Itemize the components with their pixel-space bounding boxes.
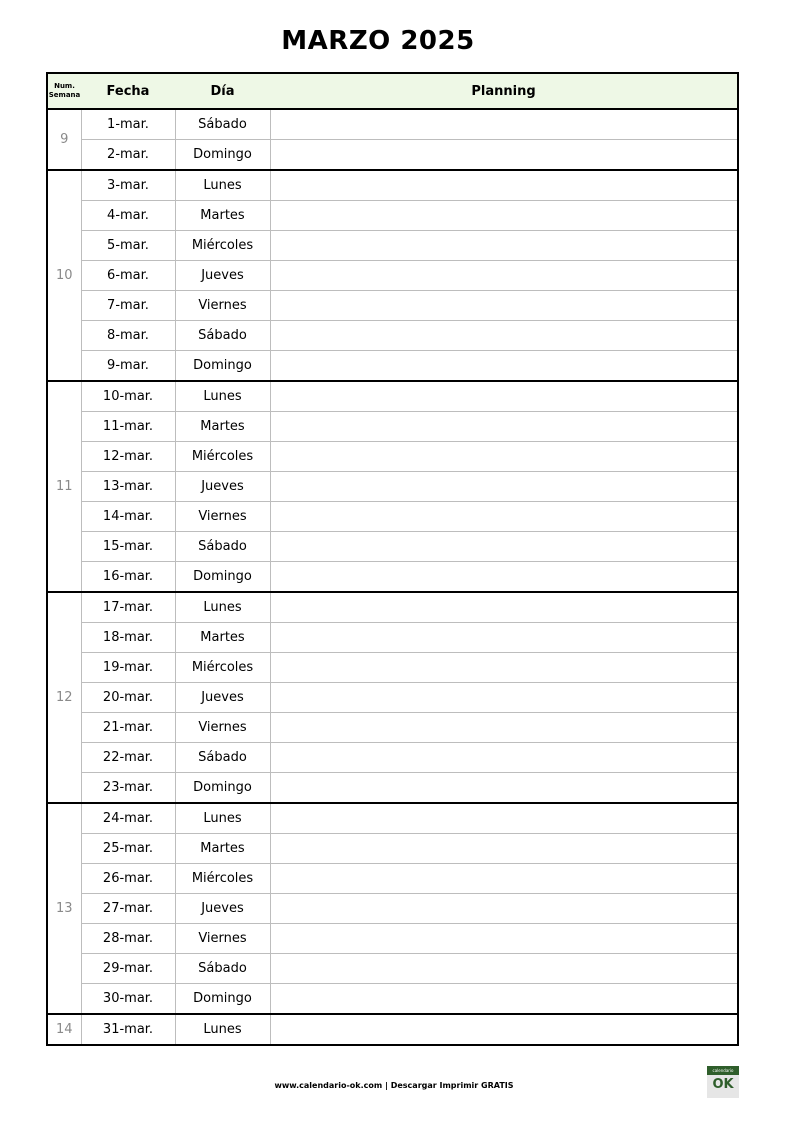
table-row <box>47 201 738 231</box>
table-row <box>47 562 738 593</box>
day-cell: Lunes <box>175 592 270 623</box>
table-row <box>47 894 738 924</box>
planning-cell[interactable] <box>270 170 738 201</box>
planning-cell[interactable] <box>270 623 738 653</box>
header-planning: Planning <box>270 73 738 109</box>
day-cell: Lunes <box>175 803 270 834</box>
day-cell: Martes <box>175 412 270 442</box>
table-row <box>47 683 738 713</box>
table-row <box>47 924 738 954</box>
table-row <box>47 743 738 773</box>
planning-cell[interactable] <box>270 773 738 804</box>
day-cell: Jueves <box>175 683 270 713</box>
planning-cell[interactable] <box>270 140 738 171</box>
day-cell: Martes <box>175 623 270 653</box>
week-number-cell: 11 <box>47 381 81 592</box>
planning-cell[interactable] <box>270 924 738 954</box>
logo-main-text: OK <box>712 1077 734 1092</box>
date-cell: 2-mar. <box>81 140 175 171</box>
table-row <box>47 231 738 261</box>
table-row <box>47 291 738 321</box>
day-cell: Sábado <box>175 743 270 773</box>
planning-cell[interactable] <box>270 894 738 924</box>
day-cell: Domingo <box>175 562 270 593</box>
date-cell: 25-mar. <box>81 834 175 864</box>
day-cell: Sábado <box>175 954 270 984</box>
header-date: Fecha <box>81 73 175 109</box>
date-cell: 16-mar. <box>81 562 175 593</box>
planning-cell[interactable] <box>270 201 738 231</box>
date-cell: 4-mar. <box>81 201 175 231</box>
planning-cell[interactable] <box>270 1014 738 1045</box>
planning-cell[interactable] <box>270 472 738 502</box>
header-week-label-line2: Semana <box>48 91 81 99</box>
day-cell: Jueves <box>175 261 270 291</box>
date-cell: 5-mar. <box>81 231 175 261</box>
table-row <box>47 321 738 351</box>
week-number-cell: 10 <box>47 170 81 381</box>
table-row <box>47 984 738 1015</box>
footer-text: www.calendario-ok.com | Descargar Imprimir GRATIS <box>274 1081 514 1090</box>
date-cell: 3-mar. <box>81 170 175 201</box>
date-cell: 24-mar. <box>81 803 175 834</box>
date-cell: 7-mar. <box>81 291 175 321</box>
planning-table <box>46 72 739 1046</box>
logo-top-text: calendario <box>707 1066 739 1075</box>
day-cell: Jueves <box>175 894 270 924</box>
page-title: MARZO 2025 <box>281 26 475 56</box>
week-number-cell: 13 <box>47 803 81 1014</box>
date-cell: 1-mar. <box>81 109 175 140</box>
table-row <box>47 381 738 412</box>
date-cell: 26-mar. <box>81 864 175 894</box>
day-cell: Viernes <box>175 924 270 954</box>
table-row <box>47 170 738 201</box>
table-row <box>47 532 738 562</box>
date-cell: 14-mar. <box>81 502 175 532</box>
table-row <box>47 623 738 653</box>
table-row <box>47 412 738 442</box>
table-row <box>47 713 738 743</box>
table-row <box>47 502 738 532</box>
planning-cell[interactable] <box>270 713 738 743</box>
planning-cell[interactable] <box>270 834 738 864</box>
planning-cell[interactable] <box>270 803 738 834</box>
table-row <box>47 140 738 171</box>
week-number-cell: 9 <box>47 109 81 170</box>
table-row <box>47 261 738 291</box>
planning-cell[interactable] <box>270 442 738 472</box>
day-cell: Lunes <box>175 381 270 412</box>
date-cell: 29-mar. <box>81 954 175 984</box>
brand-logo <box>707 1066 739 1098</box>
date-cell: 10-mar. <box>81 381 175 412</box>
table-row <box>47 954 738 984</box>
table-row <box>47 864 738 894</box>
day-cell: Martes <box>175 834 270 864</box>
date-cell: 30-mar. <box>81 984 175 1015</box>
day-cell: Miércoles <box>175 231 270 261</box>
date-cell: 27-mar. <box>81 894 175 924</box>
day-cell: Domingo <box>175 140 270 171</box>
date-cell: 20-mar. <box>81 683 175 713</box>
planning-cell[interactable] <box>270 412 738 442</box>
planning-cell[interactable] <box>270 653 738 683</box>
table-header-row <box>47 73 738 109</box>
table-row <box>47 773 738 804</box>
day-cell: Miércoles <box>175 442 270 472</box>
table-row <box>47 472 738 502</box>
date-cell: 13-mar. <box>81 472 175 502</box>
table-row <box>47 834 738 864</box>
table-row <box>47 351 738 382</box>
header-week-number <box>47 73 81 109</box>
header-day: Día <box>175 73 270 109</box>
planning-cell[interactable] <box>270 291 738 321</box>
day-cell: Viernes <box>175 291 270 321</box>
date-cell: 18-mar. <box>81 623 175 653</box>
date-cell: 23-mar. <box>81 773 175 804</box>
planning-cell[interactable] <box>270 683 738 713</box>
planning-cell[interactable] <box>270 502 738 532</box>
planning-cell[interactable] <box>270 532 738 562</box>
date-cell: 11-mar. <box>81 412 175 442</box>
date-cell: 21-mar. <box>81 713 175 743</box>
day-cell: Martes <box>175 201 270 231</box>
date-cell: 12-mar. <box>81 442 175 472</box>
date-cell: 22-mar. <box>81 743 175 773</box>
header-week-label-line1: Num. <box>54 82 75 90</box>
day-cell: Lunes <box>175 1014 270 1045</box>
day-cell: Domingo <box>175 351 270 382</box>
day-cell: Domingo <box>175 984 270 1015</box>
date-cell: 31-mar. <box>81 1014 175 1045</box>
date-cell: 8-mar. <box>81 321 175 351</box>
day-cell: Viernes <box>175 713 270 743</box>
day-cell: Sábado <box>175 109 270 140</box>
planning-cell[interactable] <box>270 984 738 1015</box>
table-row <box>47 803 738 834</box>
date-cell: 6-mar. <box>81 261 175 291</box>
planning-cell[interactable] <box>270 592 738 623</box>
day-cell: Jueves <box>175 472 270 502</box>
planning-cell[interactable] <box>270 261 738 291</box>
date-cell: 28-mar. <box>81 924 175 954</box>
day-cell: Miércoles <box>175 653 270 683</box>
table-row <box>47 592 738 623</box>
day-cell: Viernes <box>175 502 270 532</box>
planning-cell[interactable] <box>270 321 738 351</box>
planning-cell[interactable] <box>270 864 738 894</box>
planning-cell[interactable] <box>270 351 738 382</box>
week-number-cell: 12 <box>47 592 81 803</box>
table-row <box>47 109 738 140</box>
planning-body <box>47 109 738 1045</box>
date-cell: 17-mar. <box>81 592 175 623</box>
day-cell: Domingo <box>175 773 270 804</box>
planning-cell[interactable] <box>270 109 738 140</box>
day-cell: Sábado <box>175 532 270 562</box>
planning-cell[interactable] <box>270 954 738 984</box>
planning-cell[interactable] <box>270 743 738 773</box>
planning-cell[interactable] <box>270 381 738 412</box>
day-cell: Lunes <box>175 170 270 201</box>
table-row <box>47 442 738 472</box>
planning-cell[interactable] <box>270 562 738 593</box>
day-cell: Sábado <box>175 321 270 351</box>
table-row <box>47 653 738 683</box>
date-cell: 19-mar. <box>81 653 175 683</box>
date-cell: 15-mar. <box>81 532 175 562</box>
planning-cell[interactable] <box>270 231 738 261</box>
week-number-cell: 14 <box>47 1014 81 1045</box>
day-cell: Miércoles <box>175 864 270 894</box>
date-cell: 9-mar. <box>81 351 175 382</box>
table-row <box>47 1014 738 1045</box>
